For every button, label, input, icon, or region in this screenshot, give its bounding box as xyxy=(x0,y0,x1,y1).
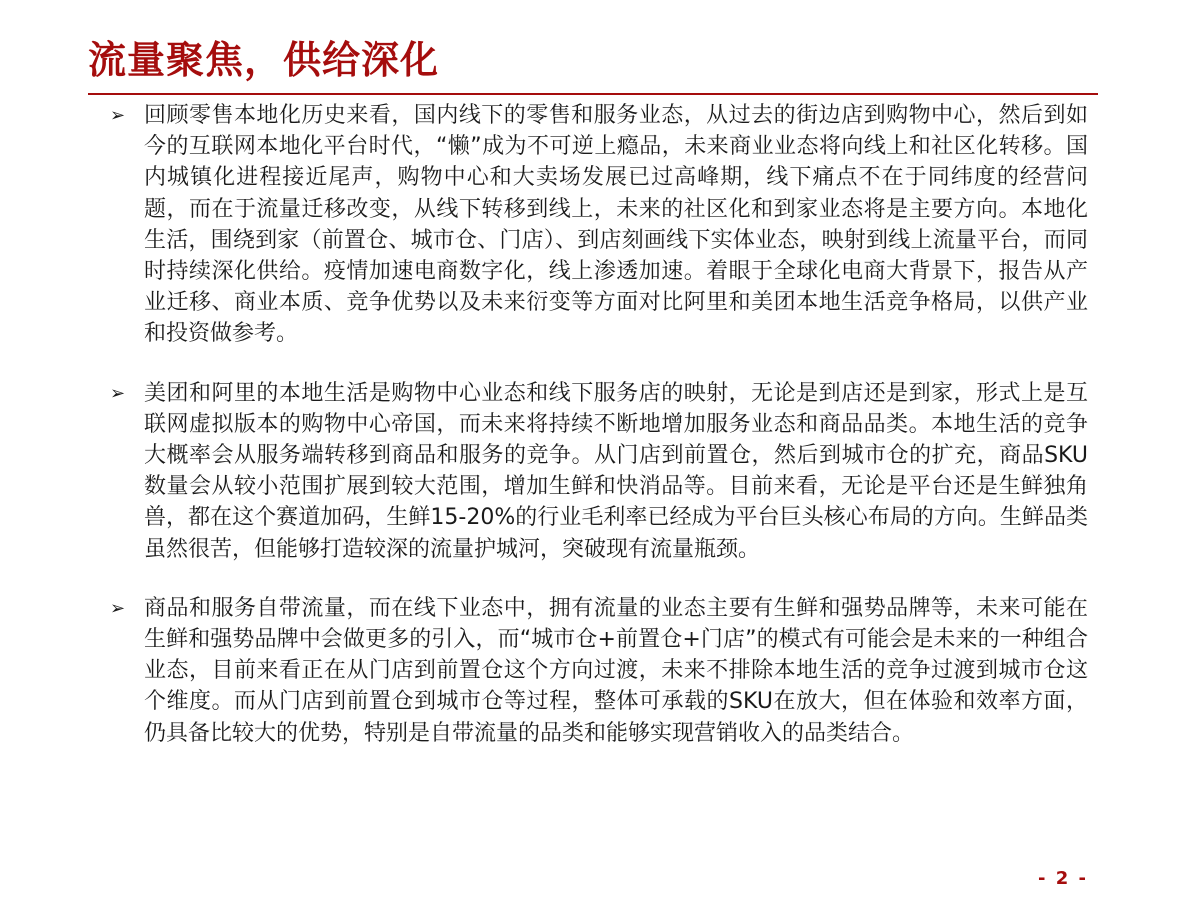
bullet-list xyxy=(108,100,1088,777)
title-divider xyxy=(88,93,1098,95)
bullet-item xyxy=(108,378,1088,565)
arrow-bullet-icon: ➢ xyxy=(110,597,126,619)
page-number: - 2 - xyxy=(1038,868,1088,889)
bullet-text: 美团和阿里的本地生活是购物中心业态和线下服务店的映射，无论是到店还是到家，形式上是互联网虚拟版本的购物中心帝国，而未来将持续不断地增加服务业态和商品品类。本地生活的竞争大概率会从服务端转移到商品和服务的竞争。从门店到前置仓，然后到城市仓的扩充，商品SKU数量会从较小范围扩展到较大范围，增加生鲜和快消品等。目前来看，无论是平台还是生鲜独角兽，都在这个赛道加码，生鲜15-20%的行业毛利率已经成为平台巨头核心布局的方向。生鲜品类虽然很苦，但能够打造较深的流量护城河，突破现有流量瓶颈。 xyxy=(144,380,1088,562)
arrow-bullet-icon: ➢ xyxy=(110,105,126,126)
page-title: 流量聚焦，供给深化 xyxy=(88,38,440,82)
bullet-text: 回顾零售本地化历史来看，国内线下的零售和服务业态，从过去的街边店到购物中心，然后到如今的互联网本地化平台时代，“懒”成为不可逆上瘾品，未来商业业态将向线上和社区化转移。国内城镇化进程接近尾声，购物中心和大卖场发展已过高峰期，线下痛点不在于同纬度的经营问题，而在于流量迁移改变，从线下转移到线上，未来的社区化和到家业态将是主要方向。本地化生活，围绕到家（前置仓、城市仓、门店）、到店刻画线下实体业态，映射到线上流量平台，而同时持续深化供给。疫情加速电商数字化，线上渗透加速。着眼于全球化电商大背景下，报告从产业迁移、商业本质、竞争优势以及未来衍变等方面对比阿里和美团本地生活竞争格局，以供产业和投资做参考。 xyxy=(144,103,1088,347)
bullet-text: 商品和服务自带流量，而在线下业态中，拥有流量的业态主要有生鲜和强势品牌等，未来可能在生鲜和强势品牌中会做更多的引入，而“城市仓+前置仓+门店”的模式有可能会是未来的一种组合业态，目前来看正在从门店到前置仓这个方向过渡，未来不排除本地生活的竞争过渡到城市仓这个维度。而从门店到前置仓到城市仓等过程，整体可承载的SKU在放大，但在体验和效率方面，仍具备比较大的优势，特别是自带流量的品类和能够实现营销收入的品类结合。 xyxy=(144,595,1088,746)
arrow-bullet-icon: ➢ xyxy=(110,382,126,404)
bullet-item xyxy=(108,593,1088,749)
bullet-item xyxy=(108,100,1088,350)
